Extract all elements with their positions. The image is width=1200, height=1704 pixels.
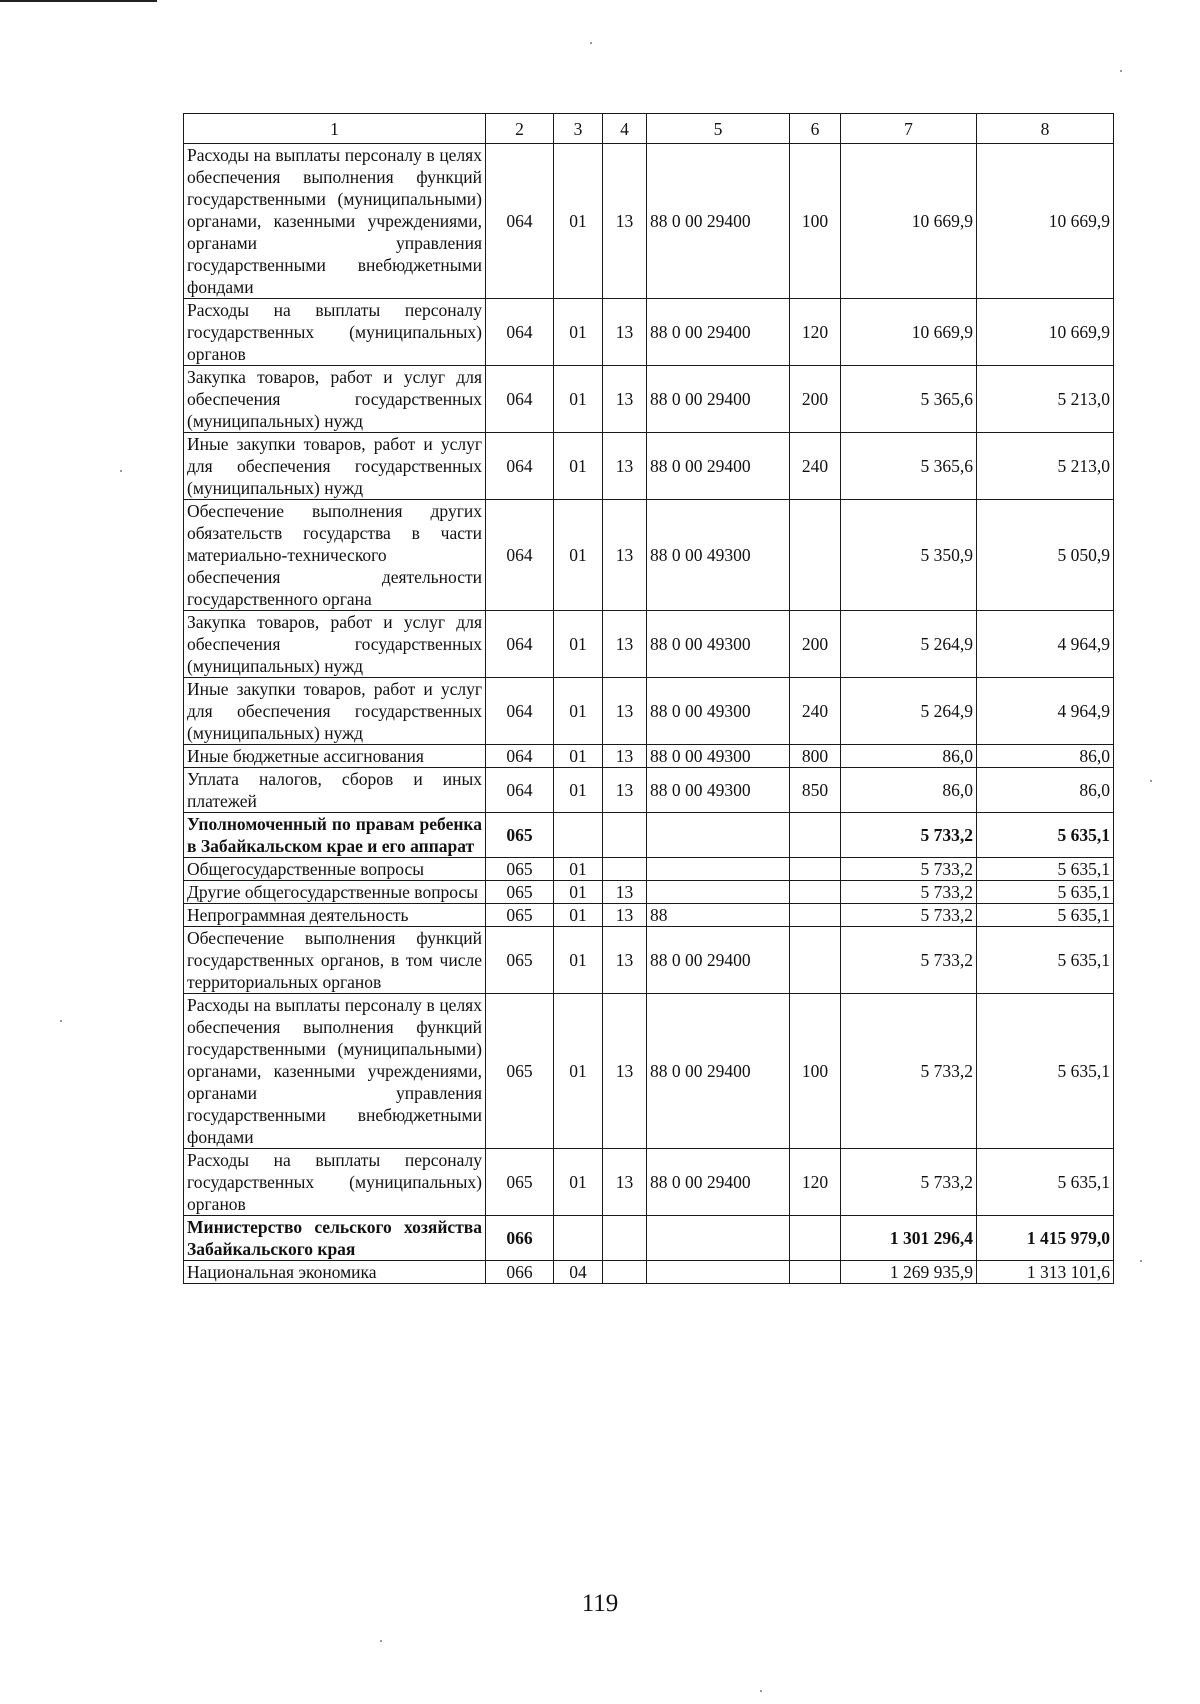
section-code: 01 [554,611,603,678]
target-article-code: 88 0 00 49300 [647,745,790,768]
subsection-code: 13 [603,611,647,678]
admin-code: 064 [486,433,554,500]
row-name: Министерство сельского хозяйства Забайкальского края [184,1216,486,1261]
target-article-code: 88 0 00 29400 [647,366,790,433]
subsection-code [603,858,647,881]
scan-speck [760,1690,762,1692]
page-number: 119 [581,1590,619,1617]
target-article-code: 88 0 00 29400 [647,433,790,500]
section-code: 01 [554,927,603,994]
section-code [554,813,603,858]
section-code: 01 [554,745,603,768]
table-row [184,745,1114,768]
expense-type-code: 100 [790,144,841,299]
section-code: 01 [554,299,603,366]
scan-speck [60,1020,62,1022]
scan-speck [380,1640,382,1642]
amount-col8: 5 213,0 [977,366,1114,433]
table-header-row [184,114,1114,144]
row-name: Расходы на выплаты персоналу государственных (муниципальных) органов [184,299,486,366]
expense-type-code [790,500,841,611]
expense-type-code: 200 [790,611,841,678]
subsection-code: 13 [603,927,647,994]
row-name: Расходы на выплаты персоналу государственных (муниципальных) органов [184,1149,486,1216]
expense-type-code [790,927,841,994]
header-cell: 5 [647,114,790,144]
expense-type-code [790,1216,841,1261]
section-code: 01 [554,144,603,299]
admin-code: 064 [486,500,554,611]
target-article-code: 88 0 00 29400 [647,994,790,1149]
subsection-code: 13 [603,366,647,433]
section-code [554,1216,603,1261]
expense-type-code: 120 [790,299,841,366]
table-row [184,500,1114,611]
section-code: 01 [554,904,603,927]
amount-col7: 10 669,9 [841,144,977,299]
admin-code: 065 [486,813,554,858]
subsection-code: 13 [603,1149,647,1216]
header-cell: 4 [603,114,647,144]
amount-col8: 86,0 [977,745,1114,768]
row-name: Иные бюджетные ассигнования [184,745,486,768]
target-article-code: 88 0 00 49300 [647,611,790,678]
target-article-code: 88 0 00 29400 [647,144,790,299]
section-code: 01 [554,366,603,433]
subsection-code: 13 [603,904,647,927]
section-code: 01 [554,1149,603,1216]
amount-col8: 10 669,9 [977,299,1114,366]
scan-speck [1140,1260,1142,1262]
table-row [184,881,1114,904]
amount-col8: 5 635,1 [977,813,1114,858]
header-cell: 3 [554,114,603,144]
table-row [184,994,1114,1149]
admin-code: 065 [486,904,554,927]
amount-col8: 1 313 101,6 [977,1261,1114,1284]
table-row [184,904,1114,927]
expense-type-code [790,904,841,927]
subsection-code: 13 [603,299,647,366]
row-name: Общегосударственные вопросы [184,858,486,881]
section-code: 01 [554,500,603,611]
admin-code: 065 [486,994,554,1149]
row-name: Закупка товаров, работ и услуг для обеспечения государственных (муниципальных) нужд [184,611,486,678]
section-code: 01 [554,994,603,1149]
subsection-code [603,1261,647,1284]
table-row [184,1216,1114,1261]
amount-col8: 5 635,1 [977,881,1114,904]
table-row [184,433,1114,500]
section-code: 01 [554,858,603,881]
amount-col7: 5 264,9 [841,678,977,745]
target-article-code: 88 0 00 29400 [647,299,790,366]
amount-col7: 5 733,2 [841,904,977,927]
row-name: Расходы на выплаты персоналу в целях обеспечения выполнения функций государственными (муниципальными) органами, казенными учреждениями, органами управления государственными внебюджетными фондами [184,994,486,1149]
row-name: Национальная экономика [184,1261,486,1284]
subsection-code: 13 [603,433,647,500]
amount-col8: 86,0 [977,768,1114,813]
amount-col8: 1 415 979,0 [977,1216,1114,1261]
budget-table [183,113,1114,1284]
admin-code: 065 [486,858,554,881]
target-article-code: 88 [647,904,790,927]
row-name: Иные закупки товаров, работ и услуг для обеспечения государственных (муниципальных) нужд [184,678,486,745]
header-cell: 7 [841,114,977,144]
amount-col7: 5 365,6 [841,433,977,500]
amount-col8: 5 213,0 [977,433,1114,500]
amount-col7: 5 733,2 [841,858,977,881]
amount-col7: 5 365,6 [841,366,977,433]
expense-type-code [790,858,841,881]
subsection-code: 13 [603,994,647,1149]
amount-col7: 5 350,9 [841,500,977,611]
admin-code: 065 [486,927,554,994]
scan-speck [1120,70,1122,72]
amount-col8: 10 669,9 [977,144,1114,299]
header-cell: 8 [977,114,1114,144]
admin-code: 064 [486,768,554,813]
table-row [184,858,1114,881]
admin-code: 064 [486,299,554,366]
admin-code: 064 [486,745,554,768]
expense-type-code: 800 [790,745,841,768]
target-article-code [647,1261,790,1284]
target-article-code: 88 0 00 49300 [647,678,790,745]
amount-col8: 5 635,1 [977,904,1114,927]
amount-col7: 1 269 935,9 [841,1261,977,1284]
target-article-code: 88 0 00 49300 [647,768,790,813]
amount-col8: 5 635,1 [977,858,1114,881]
expense-type-code: 850 [790,768,841,813]
amount-col7: 86,0 [841,768,977,813]
target-article-code: 88 0 00 29400 [647,927,790,994]
amount-col8: 5 635,1 [977,1149,1114,1216]
row-name: Непрограммная деятельность [184,904,486,927]
row-name: Расходы на выплаты персоналу в целях обеспечения выполнения функций государственными (муниципальными) органами, казенными учреждениями, органами управления государственными внебюджетными фондами [184,144,486,299]
amount-col8: 4 964,9 [977,611,1114,678]
expense-type-code: 100 [790,994,841,1149]
subsection-code: 13 [603,678,647,745]
row-name: Уполномоченный по правам ребенка в Забайкальском крае и его аппарат [184,813,486,858]
section-code: 04 [554,1261,603,1284]
row-name: Обеспечение выполнения других обязательств государства в части материально-технического обеспечения деятельности государственного органа [184,500,486,611]
target-article-code [647,1216,790,1261]
admin-code: 064 [486,366,554,433]
scan-speck [590,42,592,44]
amount-col7: 5 733,2 [841,813,977,858]
target-article-code [647,858,790,881]
scan-speck [1150,780,1152,782]
table-row [184,366,1114,433]
table-row [184,927,1114,994]
row-name: Уплата налогов, сборов и иных платежей [184,768,486,813]
table-row [184,299,1114,366]
admin-code: 064 [486,611,554,678]
row-name: Обеспечение выполнения функций государственных органов, в том числе территориальных органов [184,927,486,994]
amount-col8: 5 050,9 [977,500,1114,611]
expense-type-code: 200 [790,366,841,433]
amount-col8: 5 635,1 [977,994,1114,1149]
subsection-code: 13 [603,500,647,611]
scan-corner-mark [0,0,157,2]
admin-code: 066 [486,1216,554,1261]
table-row [184,813,1114,858]
section-code: 01 [554,433,603,500]
budget-table-sheet [183,113,1113,1284]
table-row [184,611,1114,678]
section-code: 01 [554,768,603,813]
subsection-code [603,813,647,858]
row-name: Другие общегосударственные вопросы [184,881,486,904]
expense-type-code [790,1261,841,1284]
admin-code: 065 [486,1149,554,1216]
table-row [184,1261,1114,1284]
table-row [184,1149,1114,1216]
header-cell: 2 [486,114,554,144]
admin-code: 066 [486,1261,554,1284]
subsection-code: 13 [603,768,647,813]
admin-code: 064 [486,678,554,745]
section-code: 01 [554,881,603,904]
amount-col7: 5 733,2 [841,1149,977,1216]
expense-type-code: 240 [790,678,841,745]
admin-code: 064 [486,144,554,299]
target-article-code: 88 0 00 29400 [647,1149,790,1216]
row-name: Закупка товаров, работ и услуг для обеспечения государственных (муниципальных) нужд [184,366,486,433]
header-cell: 1 [184,114,486,144]
subsection-code: 13 [603,144,647,299]
table-row [184,768,1114,813]
target-article-code [647,813,790,858]
subsection-code: 13 [603,881,647,904]
amount-col7: 1 301 296,4 [841,1216,977,1261]
amount-col7: 5 733,2 [841,881,977,904]
table-row [184,144,1114,299]
expense-type-code: 120 [790,1149,841,1216]
amount-col7: 5 733,2 [841,994,977,1149]
expense-type-code [790,881,841,904]
header-cell: 6 [790,114,841,144]
expense-type-code [790,813,841,858]
admin-code: 065 [486,881,554,904]
scan-speck [120,470,122,472]
amount-col8: 4 964,9 [977,678,1114,745]
amount-col7: 86,0 [841,745,977,768]
amount-col7: 5 264,9 [841,611,977,678]
subsection-code [603,1216,647,1261]
table-row [184,678,1114,745]
target-article-code: 88 0 00 49300 [647,500,790,611]
row-name: Иные закупки товаров, работ и услуг для обеспечения государственных (муниципальных) нужд [184,433,486,500]
amount-col8: 5 635,1 [977,927,1114,994]
amount-col7: 5 733,2 [841,927,977,994]
target-article-code [647,881,790,904]
subsection-code: 13 [603,745,647,768]
section-code: 01 [554,678,603,745]
amount-col7: 10 669,9 [841,299,977,366]
expense-type-code: 240 [790,433,841,500]
